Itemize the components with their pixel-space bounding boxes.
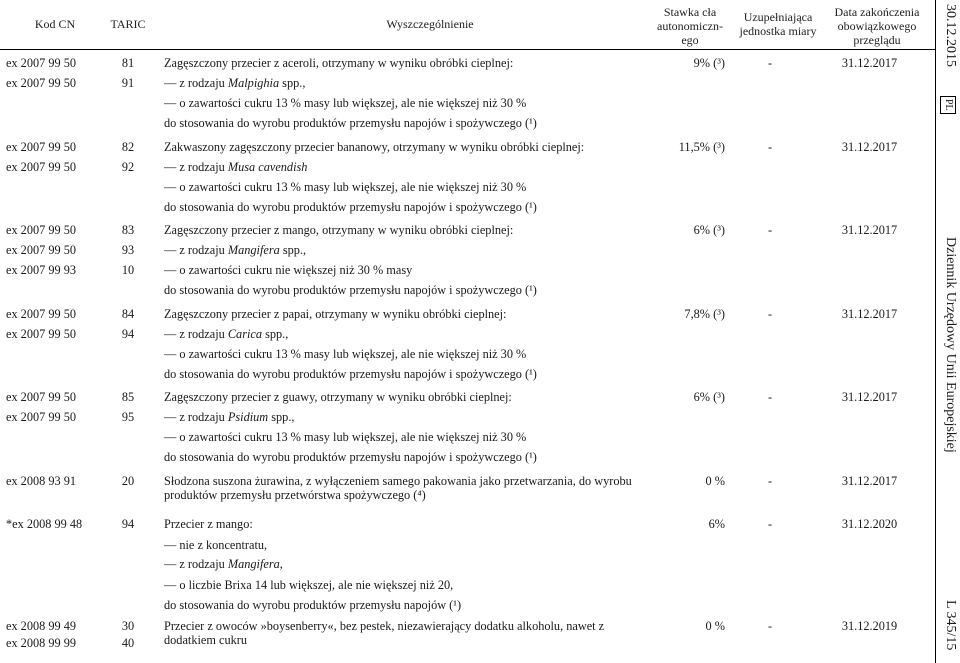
margin-rule: [935, 0, 936, 663]
review-date: 31.12.2019: [841, 619, 898, 633]
duty-rate: 0 %: [705, 619, 725, 633]
cn-code: ex 2007 99 50: [6, 243, 77, 257]
description-suffix: spp.,: [279, 243, 307, 257]
description: — nie z koncentratu,: [164, 538, 268, 552]
cn-code: ex 2007 99 50: [6, 307, 77, 321]
supplementary-unit: -: [767, 223, 773, 237]
header-taric: TARIC: [110, 17, 146, 31]
description-suffix: spp.,: [279, 76, 306, 90]
description: Przecier z mango:: [164, 517, 253, 531]
description: do stosowania do wyrobu produktów przemysłu napojów i spożywczego (¹): [164, 450, 537, 464]
description: [164, 243, 664, 258]
cn-code: ex 2007 99 50: [6, 390, 77, 404]
taric-code: 81: [121, 56, 135, 70]
description: do stosowania do wyrobu produktów przemysłu napojów i spożywczego (¹): [164, 200, 537, 214]
duty-rate: 6%: [708, 517, 725, 531]
cn-code: *ex 2008 99 48: [6, 517, 83, 531]
duty-rate: 7,8% (³): [684, 307, 725, 321]
taric-code: 82: [121, 140, 135, 154]
header-date: Data zakończenia obowiązkowego przeglądu: [834, 5, 920, 47]
supplementary-unit: -: [767, 619, 773, 633]
description: do stosowania do wyrobu produktów przemysłu napojów i spożywczego (¹): [164, 367, 537, 381]
cn-code: ex 2007 99 50: [6, 327, 77, 341]
description: — o zawartości cukru nie większej niż 30 % masy: [164, 263, 413, 277]
description: Zagęszczony przecier z mango, otrzymany w wyniku obróbki cieplnej:: [164, 223, 514, 237]
supplementary-unit: -: [767, 307, 773, 321]
cn-code: ex 2008 99 99: [6, 636, 77, 650]
review-date: 31.12.2017: [841, 140, 898, 154]
taric-code: 83: [121, 223, 135, 237]
description: Zagęszczony przecier z aceroli, otrzymany w wyniku obróbki cieplnej:: [164, 56, 514, 70]
cn-code: ex 2007 99 93: [6, 263, 77, 277]
description-suffix: spp.,: [268, 410, 295, 424]
duty-rate: 11,5% (³): [678, 140, 725, 154]
side-journal: Dziennik Urzędowy Unii Europejskiej: [943, 237, 958, 453]
taric-code: 20: [121, 474, 135, 488]
supplementary-unit: -: [767, 140, 773, 154]
supplementary-unit: -: [767, 517, 773, 531]
duty-rate: 6% (³): [693, 223, 725, 237]
description: do stosowania do wyrobu produktów przemysłu napojów (¹): [164, 598, 462, 612]
genus-name: Mangifera: [227, 243, 280, 257]
description-suffix: ,: [279, 557, 283, 571]
review-date: 31.12.2017: [841, 390, 898, 404]
review-date: 31.12.2017: [841, 474, 898, 488]
description: Słodzona suszona żurawina, z wyłączeniem samego pakowania jako przetwarzania, do wyrobu produktów przemysłu przetwórstwa spożywczego (⁴): [164, 474, 632, 502]
description-suffix: spp.,: [262, 327, 289, 341]
genus-name: Malpighia: [227, 76, 280, 90]
taric-code: 94: [121, 517, 135, 531]
description: [164, 76, 664, 91]
description: do stosowania do wyrobu produktów przemysłu napojów i spożywczego (¹): [164, 116, 537, 130]
description: Przecier z owoców »boysenberry«, bez pestek, niezawierający dodatku alkoholu, nawet z dodatkiem cukru: [164, 619, 605, 647]
supplementary-unit: -: [767, 474, 773, 488]
description: [164, 327, 664, 342]
taric-code: 93: [121, 243, 135, 257]
description-prefix: — z rodzaju: [164, 243, 228, 257]
taric-code: 30: [121, 619, 135, 633]
header-code: Kod CN: [34, 17, 76, 31]
description: [164, 410, 664, 425]
description: — o zawartości cukru 13 % masy lub większej, ale nie większej niż 30 %: [164, 347, 527, 361]
description: Zakwaszony zagęszczony przecier bananowy, otrzymany w wyniku obróbki cieplnej:: [164, 140, 585, 154]
description: — o liczbie Brixa 14 lub większej, ale nie większej niż 20,: [164, 578, 454, 592]
description-prefix: — z rodzaju: [164, 410, 228, 424]
header-unit: Uzupełniająca jednostka miary: [739, 10, 817, 38]
cn-code: ex 2008 99 49: [6, 619, 77, 633]
side-date: 30.12.2015: [943, 4, 958, 67]
description-prefix: — z rodzaju: [164, 76, 228, 90]
cn-code: ex 2007 99 50: [6, 56, 77, 70]
review-date: 31.12.2017: [841, 56, 898, 70]
genus-name: Carica: [227, 327, 263, 341]
description: [164, 160, 664, 175]
description: Zagęszczony przecier z guawy, otrzymany w wyniku obróbki cieplnej:: [164, 390, 512, 404]
description: do stosowania do wyrobu produktów przemysłu napojów i spożywczego (¹): [164, 283, 537, 297]
taric-code: 91: [121, 76, 135, 90]
genus-name: Psidium: [227, 410, 269, 424]
cn-code: ex 2007 99 50: [6, 223, 77, 237]
genus-name: Mangifera: [227, 557, 280, 571]
cn-code: ex 2007 99 50: [6, 140, 77, 154]
cn-code: ex 2007 99 50: [6, 410, 77, 424]
genus-name: Musa cavendish: [227, 160, 308, 174]
taric-code: 95: [121, 410, 135, 424]
cn-code: ex 2007 99 50: [6, 76, 77, 90]
review-date: 31.12.2017: [841, 307, 898, 321]
duty-rate: 6% (³): [693, 390, 725, 404]
description-prefix: — z rodzaju: [164, 327, 228, 341]
taric-code: 10: [121, 263, 135, 277]
duty-rate: 0 %: [705, 474, 725, 488]
taric-code: 84: [121, 307, 135, 321]
side-lang: PL: [940, 96, 956, 114]
header-description: Wyszczególnienie: [386, 17, 474, 31]
header-rule: [0, 49, 935, 50]
supplementary-unit: -: [767, 390, 773, 404]
side-ref: L 345/15: [943, 600, 958, 651]
taric-code: 94: [121, 327, 135, 341]
description: — o zawartości cukru 13 % masy lub większej, ale nie większej niż 30 %: [164, 430, 527, 444]
description-prefix: — z rodzaju: [164, 160, 228, 174]
taric-code: 40: [121, 636, 135, 650]
review-date: 31.12.2017: [841, 223, 898, 237]
description: [164, 557, 664, 572]
supplementary-unit: -: [767, 56, 773, 70]
description: Zagęszczony przecier z papai, otrzymany w wyniku obróbki cieplnej:: [164, 307, 507, 321]
description: — o zawartości cukru 13 % masy lub większej, ale nie większej niż 30 %: [164, 180, 527, 194]
duty-rate: 9% (³): [693, 56, 725, 70]
taric-code: 92: [121, 160, 135, 174]
cn-code: ex 2007 99 50: [6, 160, 77, 174]
cn-code: ex 2008 93 91: [6, 474, 77, 488]
taric-code: 85: [121, 390, 135, 404]
description-prefix: — z rodzaju: [164, 557, 228, 571]
review-date: 31.12.2020: [841, 517, 898, 531]
description: — o zawartości cukru 13 % masy lub większej, ale nie większej niż 30 %: [164, 96, 527, 110]
header-duty: Stawka cła autonomiczn-ego: [657, 5, 723, 47]
